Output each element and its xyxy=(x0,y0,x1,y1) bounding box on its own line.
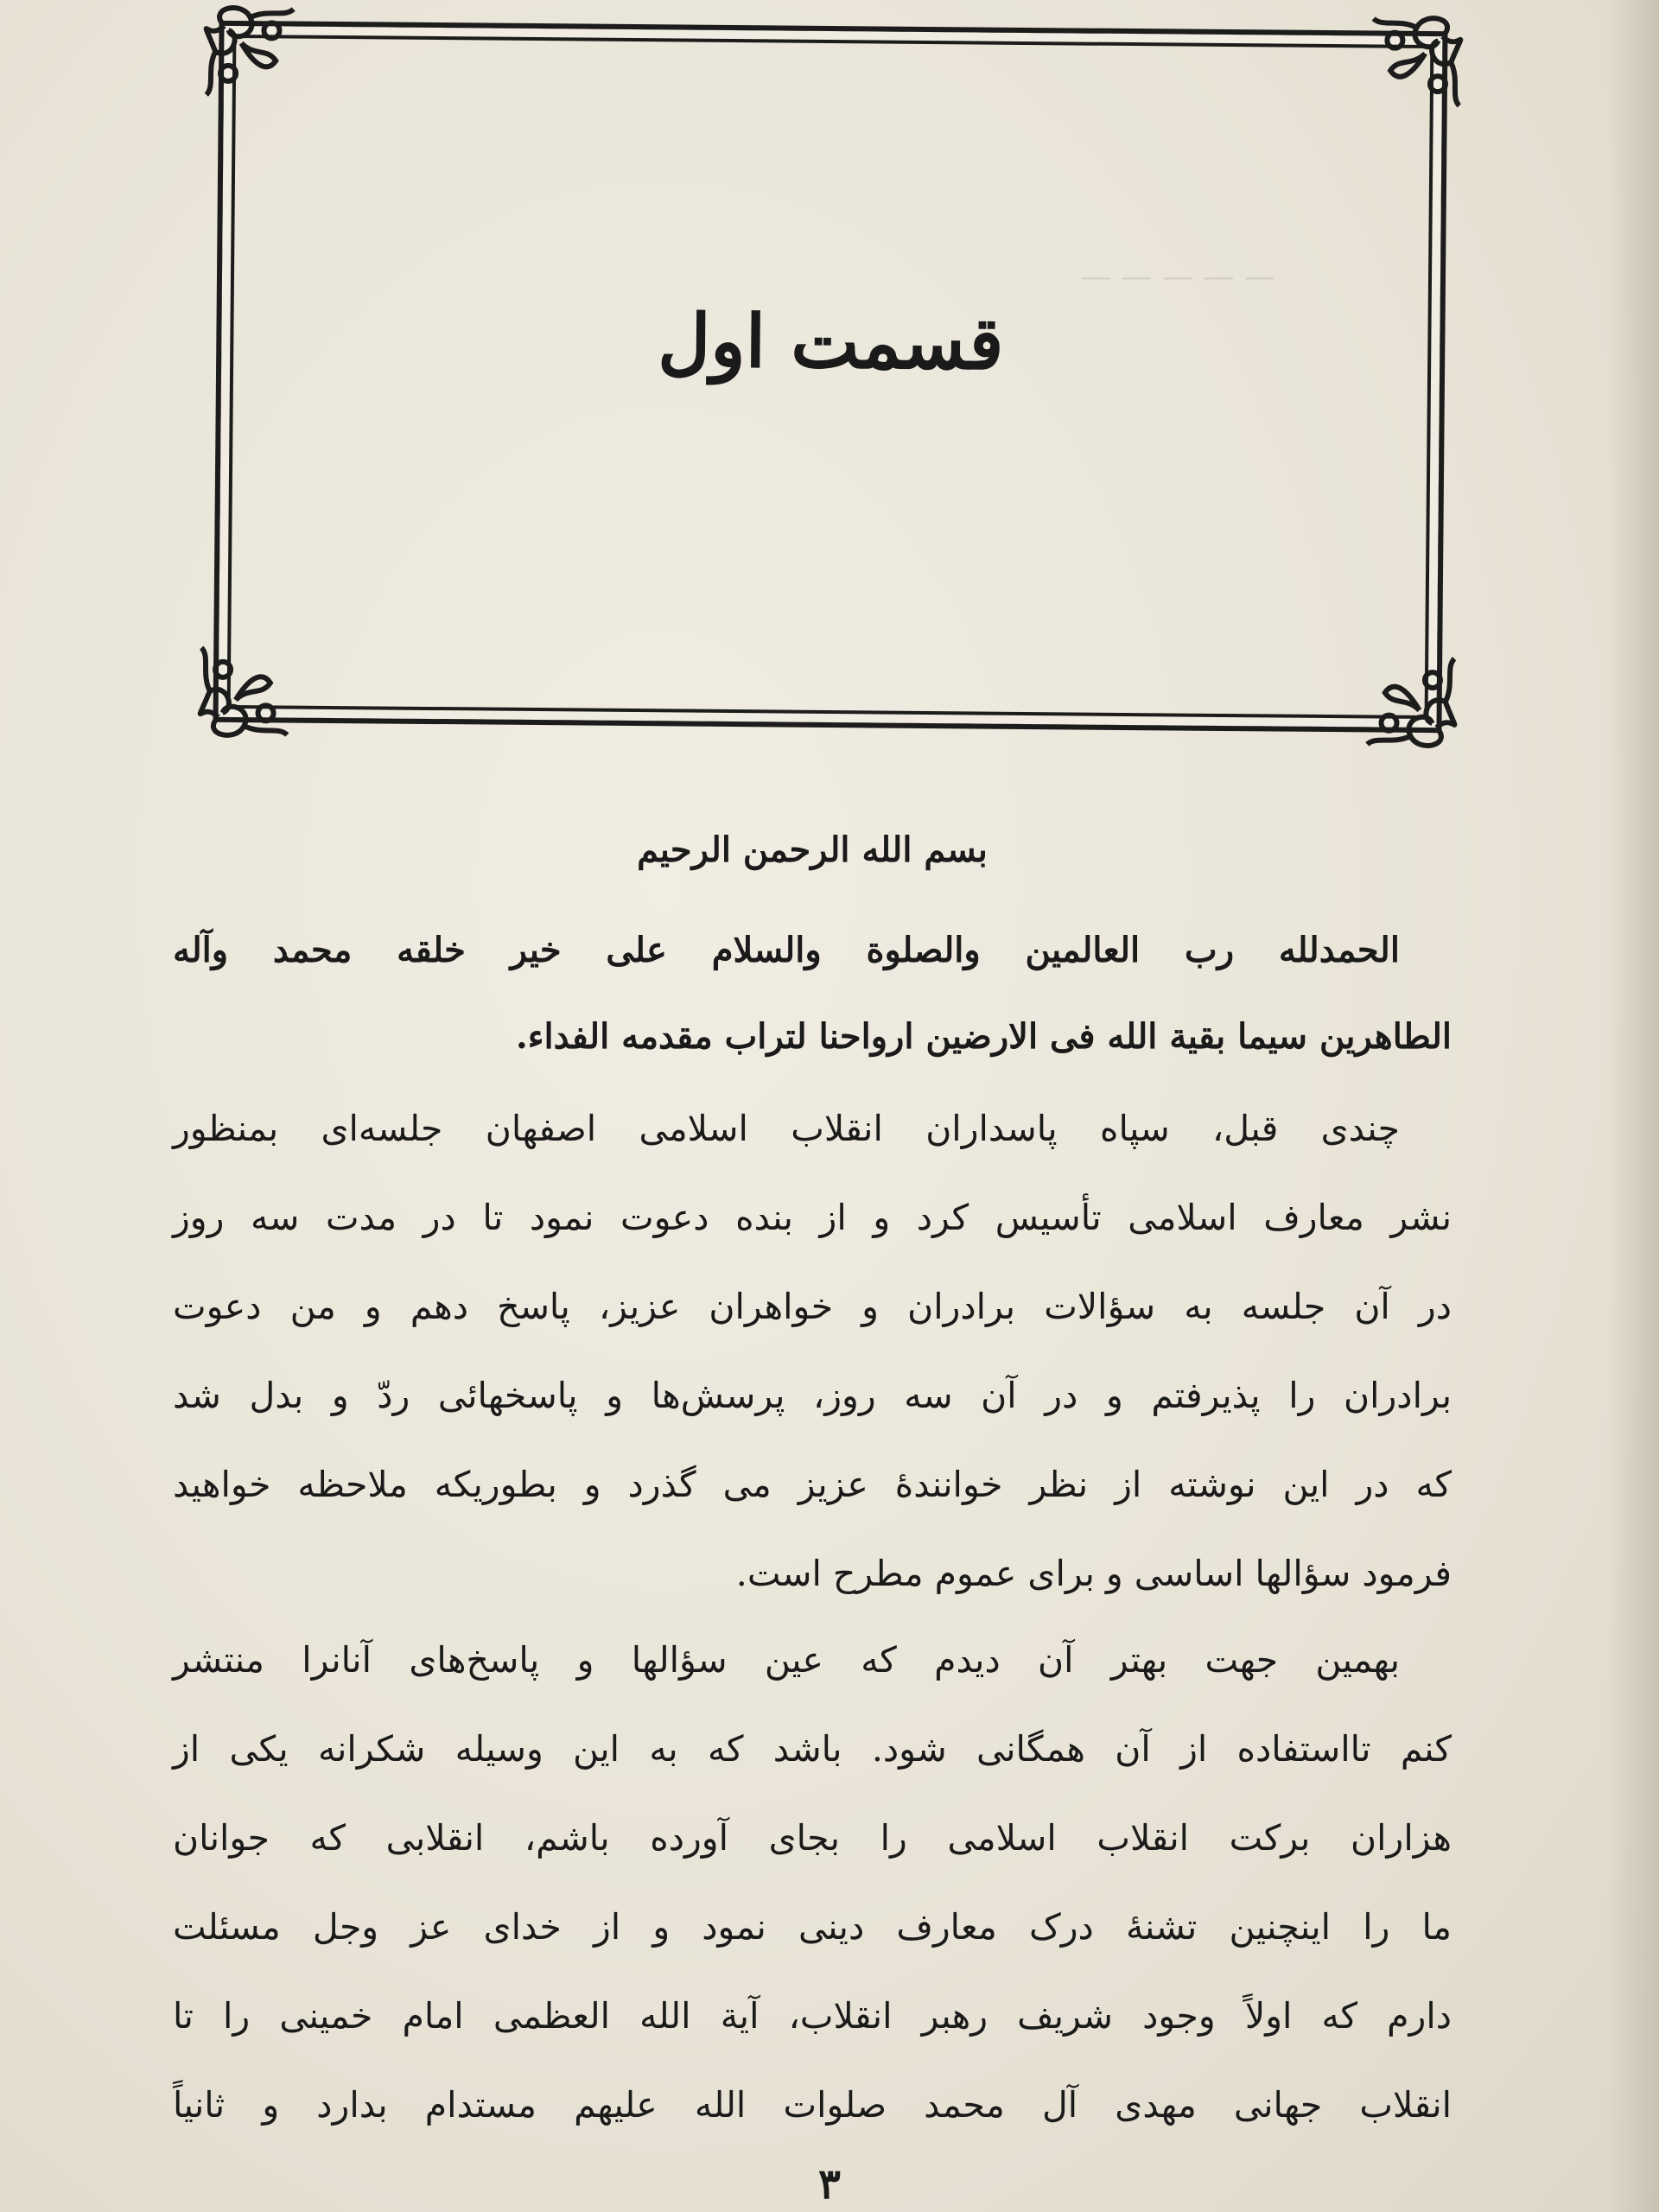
ornament-corner-icon xyxy=(1347,1,1478,131)
body-paragraph-1 xyxy=(173,1084,1452,1618)
title-frame xyxy=(213,21,1447,733)
body-paragraph-2 xyxy=(173,1616,1452,2150)
part-title: قسمت اول xyxy=(657,297,1004,386)
ornament-corner-icon xyxy=(183,621,314,752)
text-line: ما را اینچنین تشنهٔ درک معارف دینی نمود و از خدای عز وجل مسئلت xyxy=(173,1906,1452,1948)
text-line: چندی قبل، سپاه پاسداران انقلاب اسلامی اصفهان جلسه‌ای بمنظور xyxy=(173,1108,1400,1149)
text-line: فرمود سؤالها اساسی و برای عموم مطرح است. xyxy=(735,1553,1452,1594)
page-number: ۳ xyxy=(818,2160,841,2209)
text-line: در آن جلسه به سؤالات برادران و خواهران عزیز، پاسخ دهم و من دعوت xyxy=(173,1286,1452,1327)
text-line: که در این نوشته از نظر خوانندهٔ عزیز می گذرد و بطوریکه ملاحظه خواهید xyxy=(173,1464,1452,1505)
basmala-heading: بسم الله الرحمن الرحیم xyxy=(637,830,988,870)
text-line: هزاران برکت انقلاب اسلامی را بجای آورده باشم، انقلابی که جوانان xyxy=(173,1817,1452,1859)
text-line: کنم تااستفاده از آن همگانی شود. باشد که به این وسیله شکرانه یکی از xyxy=(173,1728,1452,1770)
text-line: برادران را پذیرفتم و در آن سه روز، پرسش‌ها و پاسخهائی ردّ و بدل شد xyxy=(173,1375,1452,1416)
spine-shadow xyxy=(1607,0,1659,2212)
ornament-corner-icon xyxy=(189,0,320,122)
text-line: الطاهرین سیما بقیة الله فی الارضین ارواحنا لتراب مقدمه الفداء. xyxy=(515,1016,1452,1057)
text-line: دارم که اولاً وجود شریف رهبر انقلاب، آیة الله العظمی امام خمینی را تا xyxy=(173,1995,1452,2037)
text-line: نشر معارف اسلامی تأسیس کرد و از بنده دعوت نمود تا در مدت سه روز xyxy=(173,1197,1452,1238)
ornament-corner-icon xyxy=(1341,632,1471,762)
text-line: الحمدلله رب العالمین والصلوة والسلام علی خیر خلقه محمد وآله xyxy=(173,930,1400,970)
text-line: بهمین جهت بهتر آن دیدم که عین سؤالها و پاسخ‌های آنانرا منتشر xyxy=(173,1639,1400,1681)
bleed-through-text: — — — — — xyxy=(1080,259,1275,295)
text-line: انقلاب جهانی مهدی آل محمد صلوات الله علیهم مستدام بدارد و ثانیاً xyxy=(173,2084,1452,2126)
intro-paragraph xyxy=(173,907,1452,1080)
